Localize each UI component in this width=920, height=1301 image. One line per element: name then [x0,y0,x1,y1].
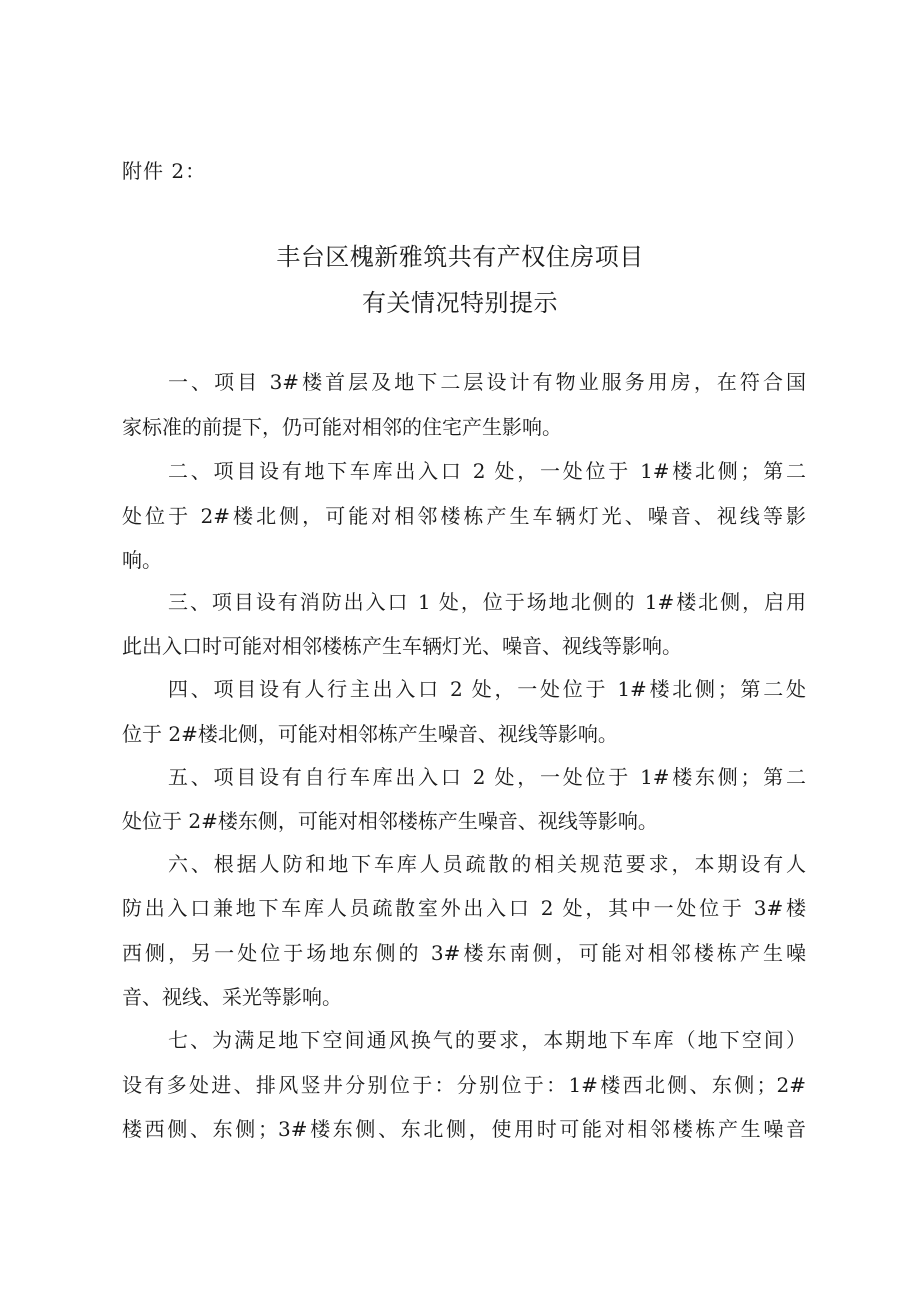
paragraph-3-line-2: 此出入口时可能对相邻楼栋产生车辆灯光、噪音、视线等影响。 [122,634,682,658]
paragraph-2-line-2: 处位于 2#楼北侧，可能对相邻楼栋产生车辆灯光、噪音、视线等影 [122,504,806,528]
paragraph-4-line-2: 位于 2#楼北侧，可能对相邻栋产生噪音、视线等影响。 [122,722,618,746]
paragraph-7-line-3: 楼西侧、东侧；3#楼东侧、东北侧，使用时可能对相邻楼栋产生噪音 [122,1117,806,1141]
attachment-label: 附件 2： [122,159,207,183]
paragraph-2-line-3: 响。 [122,548,162,572]
paragraph-1-line-1: 一、项目 3#楼首层及地下二层设计有物业服务用房，在符合国 [168,370,806,394]
paragraph-6-line-1: 六、根据人防和地下车库人员疏散的相关规范要求，本期设有人 [168,852,806,876]
paragraph-6-line-2: 防出入口兼地下车库人员疏散室外出入口 2 处，其中一处位于 3#楼 [122,896,806,920]
document-title-line-2: 有关情况特别提示 [362,289,558,317]
paragraph-6-line-4: 音、视线、采光等影响。 [122,985,342,1009]
paragraph-7-line-2: 设有多处进、排风竖井分别位于：分别位于：1#楼西北侧、东侧；2# [122,1073,806,1097]
paragraph-7-line-1: 七、为满足地下空间通风换气的要求，本期地下车库（地下空间） [168,1028,806,1052]
paragraph-6-line-3: 西侧，另一处位于场地东侧的 3#楼东南侧，可能对相邻楼栋产生噪 [122,941,806,965]
paragraph-1-line-2: 家标准的前提下，仍可能对相邻的住宅产生影响。 [122,415,562,439]
paragraph-3-line-1: 三、项目设有消防出入口 1 处，位于场地北侧的 1#楼北侧，启用 [168,590,806,614]
paragraph-2-line-1: 二、项目设有地下车库出入口 2 处，一处位于 1#楼北侧；第二 [168,459,806,483]
paragraph-5-line-2: 处位于 2#楼东侧，可能对相邻楼栋产生噪音、视线等影响。 [122,809,658,833]
paragraph-4-line-1: 四、项目设有人行主出入口 2 处，一处位于 1#楼北侧；第二处 [168,677,806,701]
paragraph-5-line-1: 五、项目设有自行车库出入口 2 处，一处位于 1#楼东侧；第二 [168,765,806,789]
document-title-line-1: 丰台区槐新雅筑共有产权住房项目 [276,243,644,271]
